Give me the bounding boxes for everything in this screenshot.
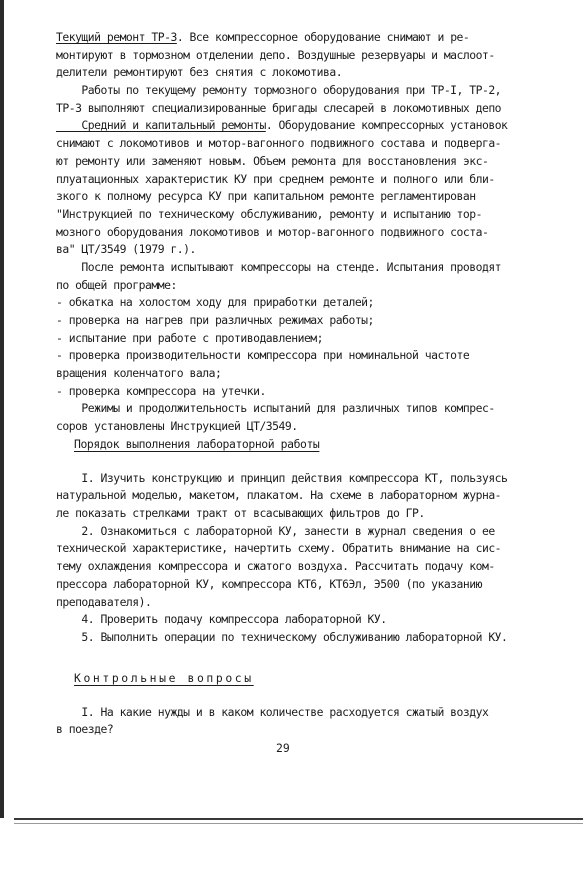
text-line: зкого к полному ресурса КУ при капитальном ремонте регламентирован [56,189,476,204]
text-line: ва" ЦТ/3549 (1979 г.). [56,242,196,257]
text-line: снимают с локомотивов и мотор-вагонного подвижного состава и подверга- [56,136,502,151]
text-line: Средний и капитальный ремонты. Оборудование компрессорных установок [56,118,508,133]
section-repairs [56,29,576,436]
text-line: преподавателя). [56,594,152,609]
text-line: ле показать стрелками тракт от всасывающих фильтров до ГР. [56,506,425,521]
text-line: монтируют в тормозном отделении депо. Воздушные резервуары и маслоот- [56,47,495,62]
text-line: После ремонта испытывают компрессоры на стенде. Испытания проводят [56,259,502,274]
page-number: 29 [276,741,290,755]
question-item: I. На какие нужды и в каком количестве расходуется сжатый воздух [56,704,489,719]
list-item: - проверка на нагрев при различных режимах работы; [56,313,374,327]
text-line: Работы по текущему ремонту тормозного оборудования при ТР-I, ТР-2, [56,83,502,98]
list-item: - проверка компрессора на утечки. [56,383,266,398]
page-left-edge [0,0,4,818]
text-line: в поезде? [56,722,114,737]
procedure-step: 4. Проверить подачу компрессора лабораторной КУ. [56,612,387,627]
procedure-step: 5. Выполнить операции по техническому обслуживанию лабораторной КУ. [56,629,508,644]
text-line: мозного оборудования локомотивов и мотор-вагонного подвижного соста- [56,224,489,239]
text-line: соров установлены Инструкцией ЦТ/3549. [56,419,298,434]
text-line: ют ремонту или заменяют новым. Объем ремонта для восстановления экс- [56,153,489,168]
section-heading: Порядок выполнения лабораторной работы [74,437,320,451]
text-line: технической характеристике, начертить схему. Обратить внимание на сис- [56,541,502,556]
section-heading: Контрольные вопросы [74,671,254,685]
section-questions [56,670,576,739]
text-line: ТР-3 выполняют специализированные бригады слесарей в локомотивных депо [56,100,502,115]
text-line: Режимы и продолжительность испытаний для различных типов компрес- [56,401,495,416]
text-line: по общей программе: [56,277,177,292]
text-line: "Инструкцией по техническому обслуживанию, ремонту и испытанию тор- [56,206,482,221]
text-line: натуральной моделью, макетом, плакатом. На схеме в лабораторном журна- [56,488,502,503]
list-item: - проверка производительности компрессора при номинальной частоте [56,348,470,363]
procedure-step: 2. Ознакомиться с лабораторной КУ, занести в журнал сведения о ее [56,523,495,538]
text-line: прессора лабораторной КУ, компрессора КТ6, КТ6Эл, Э500 (по указанию [56,576,482,591]
page-bottom-shadow [14,823,583,824]
procedure-step: I. Изучить конструкцию и принцип действия компрессора КТ, пользуясь [56,470,508,485]
list-item: - испытание при работе с противодавлением; [56,330,324,345]
text-line: плуатационных характеристик КУ при среднем ремонте и полного или бли- [56,171,495,186]
text-line: вращения коленчатого вала; [56,366,222,381]
page-bottom-edge [0,814,583,877]
list-item: - обкатка на холостом ходу для приработки деталей; [56,295,374,310]
page-bottom-rule [14,818,583,820]
section-procedure [56,436,576,647]
text-line: Текущий ремонт ТР-3. Все компрессорное оборудование снимают и ре- [56,30,470,44]
text-line: тему охлаждения компрессора и сжатого воздуха. Рассчитать подачу ком- [56,559,495,574]
text-line: делители ремонтируют без снятия с локомотива. [56,65,343,80]
